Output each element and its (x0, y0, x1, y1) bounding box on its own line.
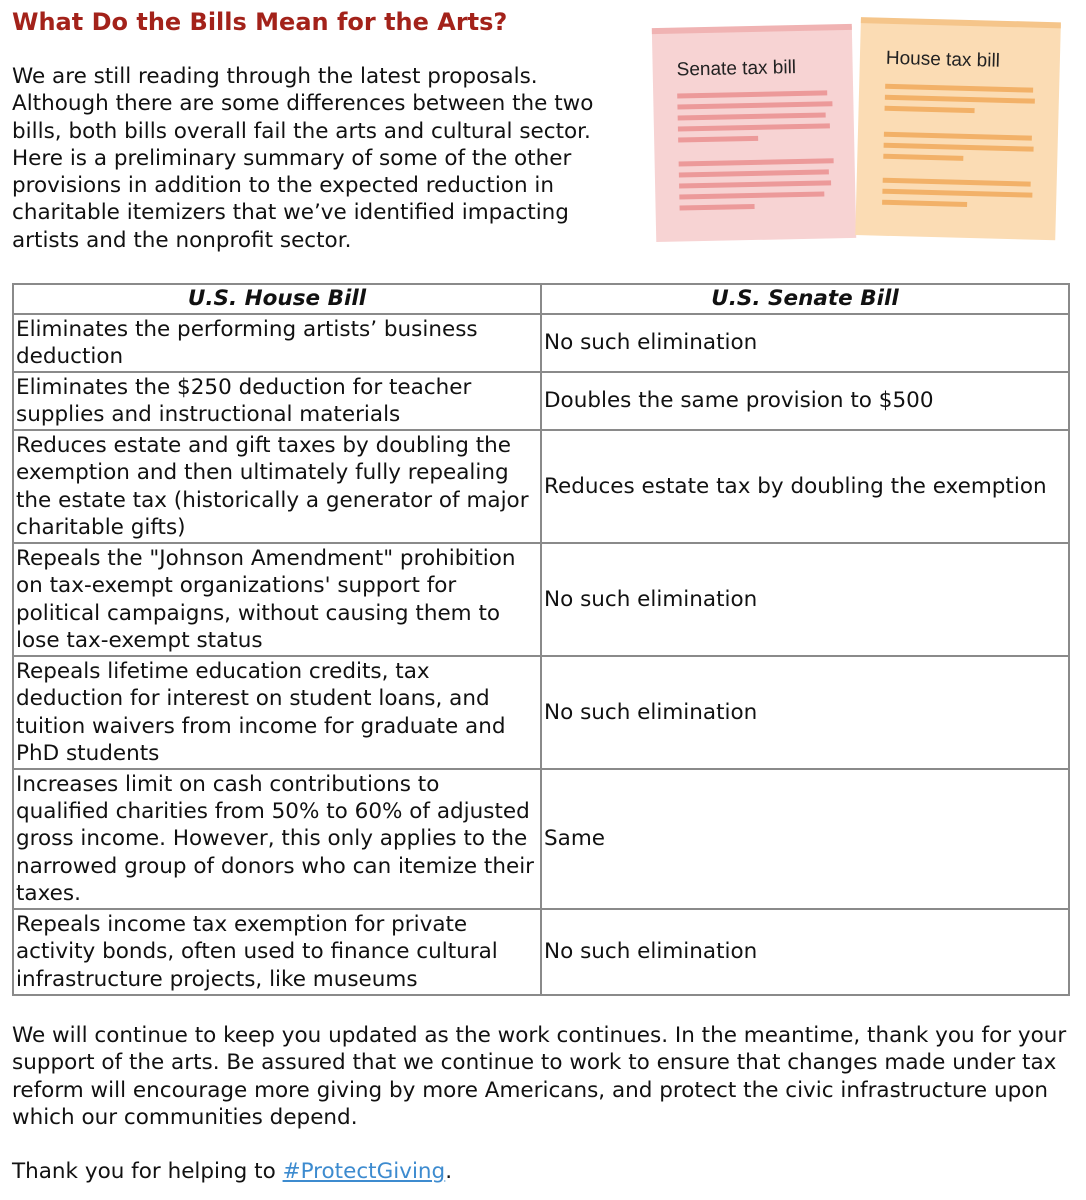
table-row (13, 543, 1069, 656)
senate-provision-cell: No such elimination (541, 656, 1069, 769)
bills-illustration (640, 12, 1080, 252)
thanks-line (12, 1158, 452, 1185)
senate-provision-cell: No such elimination (541, 314, 1069, 372)
bills-comparison-table (12, 283, 1070, 996)
table-row (13, 430, 1069, 543)
table-row (13, 656, 1069, 769)
page-title: What Do the Bills Mean for the Arts? (12, 8, 508, 36)
house-provision-cell: Increases limit on cash contributions to qualified charities from 50% to 60% of adjusted gross income. However, this only applies to the narrowed group of donors who can itemize their taxes. (13, 769, 541, 909)
house-provision-cell: Eliminates the $250 deduction for teacher supplies and instructional materials (13, 372, 541, 430)
thanks-suffix: . (445, 1159, 453, 1184)
senate-provision-cell: No such elimination (541, 543, 1069, 656)
senate-bill-document (652, 24, 856, 242)
table-row (13, 314, 1069, 372)
senate-provision-cell: Doubles the same provision to $500 (541, 372, 1069, 430)
protect-giving-hashtag-link[interactable]: #ProtectGiving (282, 1159, 446, 1184)
house-provision-cell: Repeals lifetime education credits, tax deduction for interest on student loans, and tuition waivers from income for graduate and PhD students (13, 656, 541, 769)
house-bill-document (855, 17, 1061, 240)
senate-provision-cell: Reduces estate tax by doubling the exemption (541, 430, 1069, 543)
thanks-prefix: Thank you for helping to (12, 1159, 283, 1184)
house-provision-cell: Repeals the "Johnson Amendment" prohibition on tax-exempt organizations' support for political campaigns, without causing them to lose tax-exempt status (13, 543, 541, 656)
house-provision-cell: Repeals income tax exemption for private activity bonds, often used to finance cultural infrastructure projects, like museums (13, 909, 541, 995)
closing-paragraph: We will continue to keep you updated as the work continues. In the meantime, thank you for your support of the arts. Be assured that we continue to work to ensure that changes made under tax reform will encourage more giving by more Americans, and protect the civic infrastructure upon which our communities depend. (12, 1023, 1067, 1130)
table-row (13, 769, 1069, 909)
senate-bill-column-header: U.S. Senate Bill (541, 284, 1069, 314)
table-row (13, 372, 1069, 430)
table-row (13, 909, 1069, 995)
senate-bill-label: Senate tax bill (676, 57, 797, 81)
senate-provision-cell: Same (541, 769, 1069, 909)
intro-paragraph: We are still reading through the latest proposals. Although there are some differences between the two bills, both bills overall fail the arts and cultural sector. Here is a preliminary summary of some of the other provisions in addition to the expected reduction in charitable itemizers that we’ve identified impacting artists and the nonprofit sector. (12, 64, 594, 253)
house-bill-column-header: U.S. House Bill (13, 284, 541, 314)
table-header-row (13, 284, 1069, 314)
senate-provision-cell: No such elimination (541, 909, 1069, 995)
house-provision-cell: Reduces estate and gift taxes by doubling the exemption and then ultimately fully repealing the estate tax (historically a generator of major charitable gifts) (13, 430, 541, 543)
house-bill-label: House tax bill (885, 47, 1001, 72)
house-provision-cell: Eliminates the performing artists’ business deduction (13, 314, 541, 372)
